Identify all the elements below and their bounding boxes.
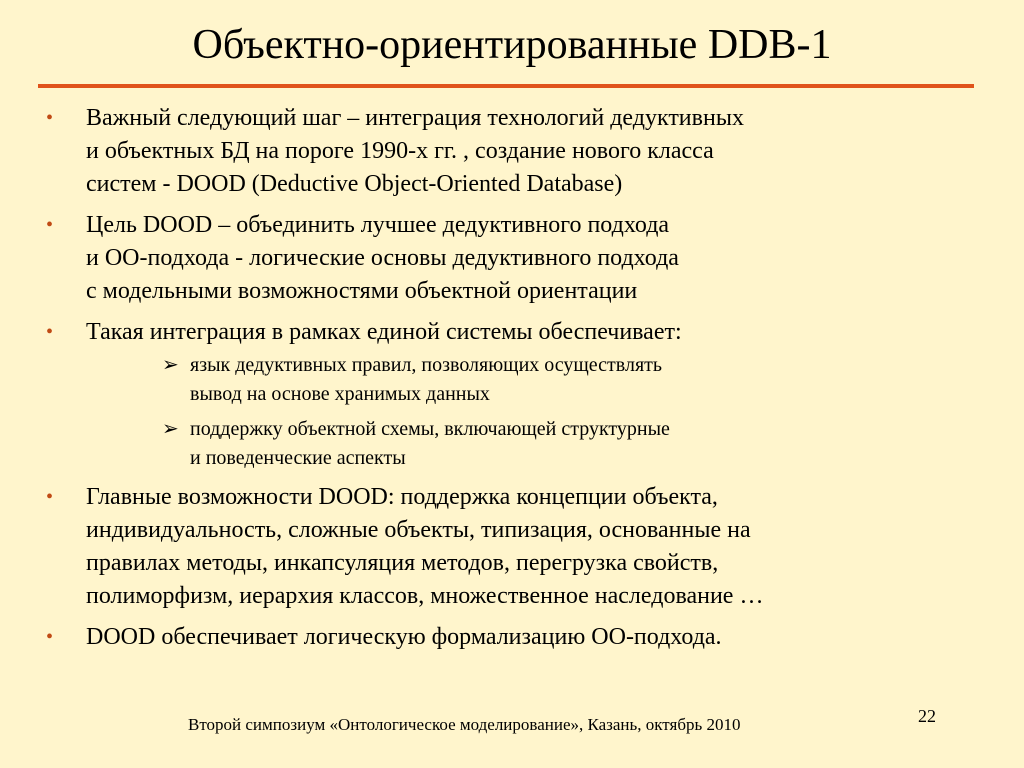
bullet-line: систем - DOOD (Deductive Object-Oriented Database) — [86, 171, 623, 197]
sub-bullet-item — [162, 351, 984, 409]
bullet-dot-icon: • — [46, 214, 54, 236]
bullet-dot-icon: • — [46, 486, 54, 508]
sub-bullet-line: язык дедуктивных правил, позволяющих осуществлять — [190, 354, 663, 376]
title-divider — [38, 84, 974, 88]
sub-bullet-line: вывод на основе хранимых данных — [190, 383, 490, 405]
bullet-line: правилах методы, инкапсуляция методов, перегрузка свойств, — [86, 550, 719, 576]
bullet-item — [44, 316, 984, 473]
sub-bullet-list — [86, 351, 984, 473]
bullet-line: Важный следующий шаг – интеграция технологий дедуктивных — [86, 105, 744, 131]
bullet-line: и объектных БД на пороге 1990-х гг. , создание нового класса — [86, 138, 714, 164]
sub-bullet-item — [162, 415, 984, 473]
bullet-item — [44, 481, 984, 613]
bullet-dot-icon: • — [46, 626, 54, 648]
bullet-dot-icon: • — [46, 107, 54, 129]
slide-title: Объектно-ориентированные DDB-1 — [192, 22, 832, 68]
bullet-item — [44, 209, 984, 308]
bullet-list — [44, 102, 984, 662]
bullet-line: полиморфизм, иерархия классов, множественное наследование … — [86, 583, 764, 609]
sub-bullet-line: поддержку объектной схемы, включающей структурные — [190, 418, 670, 440]
sub-bullet-line: и поведенческие аспекты — [190, 447, 406, 469]
bullet-item — [44, 621, 984, 654]
arrow-bullet-icon: ➢ — [162, 354, 179, 376]
bullet-item — [44, 102, 984, 201]
bullet-dot-icon: • — [46, 321, 54, 343]
bullet-line: Такая интеграция в рамках единой системы обеспечивает: — [86, 319, 682, 345]
bullet-line: индивидуальность, сложные объекты, типизация, основанные на — [86, 517, 751, 543]
bullet-line: Главные возможности DOOD: поддержка концепции объекта, — [86, 484, 718, 510]
slide-number: 22 — [918, 706, 936, 726]
bullet-line: с модельными возможностями объектной ориентации — [86, 278, 638, 304]
bullet-line: Цель DOOD – объединить лучшее дедуктивного подхода — [86, 212, 670, 238]
bullet-line: DOOD обеспечивает логическую формализацию ОО-подхода. — [86, 624, 722, 650]
arrow-bullet-icon: ➢ — [162, 418, 179, 440]
slide-footer: Второй симпозиум «Онтологическое моделирование», Казань, октябрь 2010 — [188, 715, 741, 734]
bullet-line: и ОО-подхода - логические основы дедуктивного подхода — [86, 245, 679, 271]
